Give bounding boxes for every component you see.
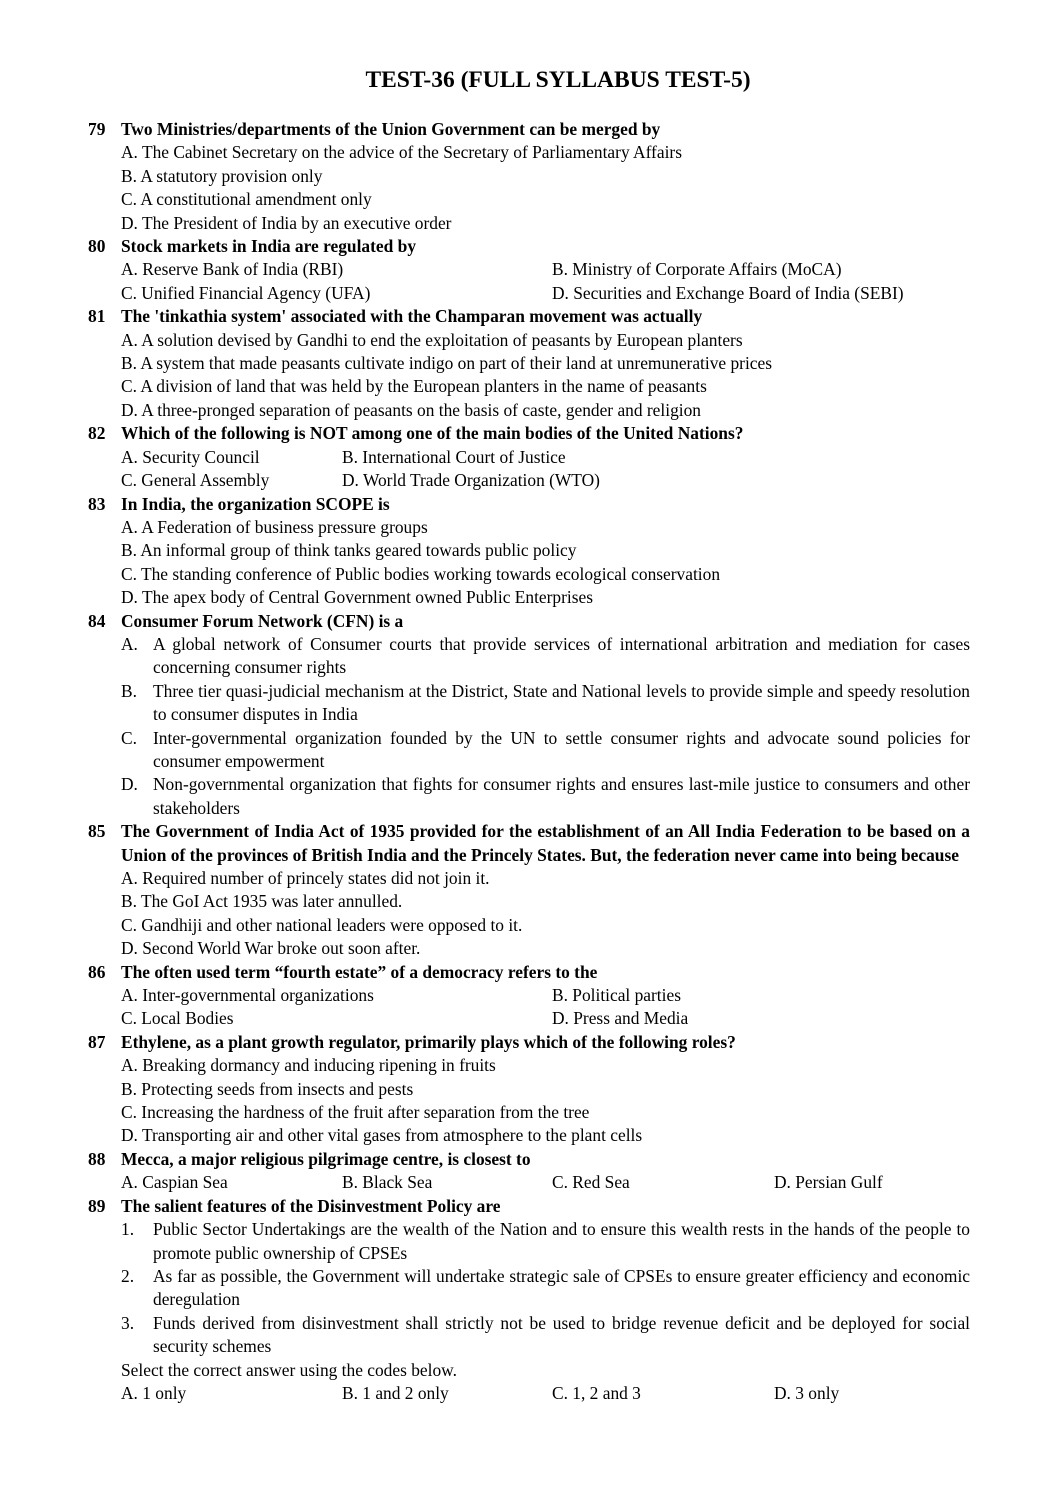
question-85 [88,820,970,867]
option-b: B. International Court of Justice [342,446,566,467]
question-80 [88,235,970,258]
question-86 [88,961,970,984]
option-a: A. Security Council [121,446,260,467]
question-number: 82 [88,423,106,444]
statement-label: 1. [121,1219,135,1240]
option-c: C. Red Sea [552,1172,630,1193]
option-b: B. Black Sea [342,1172,433,1193]
question-number: 84 [88,610,106,631]
option-b: B. An informal group of think tanks geared towards public policy [121,540,577,561]
question-text: In India, the organization SCOPE is [121,493,390,514]
option-d: D. Securities and Exchange Board of India (SEBI) [552,282,904,303]
question-text: Stock markets in India are regulated by [121,236,417,257]
option-a: A. Breaking dormancy and inducing ripening in fruits [121,1055,496,1076]
option-d: D. The President of India by an executive order [121,212,452,233]
option-a: A. Caspian Sea [121,1172,228,1193]
option-a: A. A solution devised by Gandhi to end the exploitation of peasants by European planters [121,329,743,350]
options-81 [88,329,970,423]
option-text: A global network of Consumer courts that provide services of international arbitration and mediation for cases concerning consumer rights [153,633,970,678]
option-d: D. Press and Media [552,1008,689,1029]
option-label: D. [121,774,138,795]
option-d: D. Transporting air and other vital gases from atmosphere to the plant cells [121,1125,643,1146]
option-c [121,727,970,774]
options-83 [88,516,970,610]
question-number: 85 [88,821,106,842]
statement-text: Funds derived from disinvestment shall strictly not be used to bridge revenue deficit and be deployed for social security schemes [153,1312,970,1357]
question-text: Consumer Forum Network (CFN) is a [121,610,404,631]
option-b [121,680,970,727]
page-title: TEST-36 (FULL SYLLABUS TEST-5) [365,67,751,93]
options-85 [88,867,970,961]
option-d: D. World Trade Organization (WTO) [342,470,600,491]
option-c: C. 1, 2 and 3 [552,1382,641,1403]
option-b: B. Political parties [552,985,681,1006]
option-d: D. A three-pronged separation of peasants on the basis of caste, gender and religion [121,399,701,420]
option-a: A. The Cabinet Secretary on the advice of the Secretary of Parliamentary Affairs [121,142,682,163]
options-86 [88,984,970,1031]
option-a: A. A Federation of business pressure groups [121,516,428,537]
question-89 [88,1195,970,1218]
option-d: D. 3 only [774,1382,840,1403]
option-a [121,633,970,680]
option-c: C. Unified Financial Agency (UFA) [121,282,371,303]
question-83 [88,493,970,516]
options-82 [88,446,970,493]
question-number: 81 [88,306,106,327]
statement-2 [121,1265,970,1312]
option-d: D. Persian Gulf [774,1172,883,1193]
question-number: 79 [88,119,106,139]
instruction: Select the correct answer using the codes below. [121,1359,457,1380]
option-c: C. Gandhiji and other national leaders were opposed to it. [121,914,523,935]
option-a: A. Reserve Bank of India (RBI) [121,259,344,280]
question-79 [88,118,970,141]
option-a: A. Required number of princely states did not join it. [121,868,490,888]
option-label: B. [121,680,137,701]
option-c: C. Increasing the hardness of the fruit after separation from the tree [121,1102,590,1123]
option-c: C. A division of land that was held by the European planters in the name of peasants [121,376,707,397]
question-82 [88,422,970,445]
question-text: The salient features of the Disinvestment Policy are [121,1195,501,1216]
options-79 [88,141,970,235]
option-b: B. Protecting seeds from insects and pests [121,1078,414,1099]
option-c: C. General Assembly [121,470,270,491]
options-89 [88,1218,970,1405]
question-text: Two Ministries/departments of the Union Government can be merged by [121,119,661,139]
question-number: 87 [88,1031,106,1052]
question-84 [88,610,970,633]
options-88 [88,1171,970,1194]
option-b: B. A statutory provision only [121,165,323,186]
option-a: A. 1 only [121,1382,187,1403]
question-88 [88,1148,970,1171]
question-number: 88 [88,1148,106,1169]
question-number: 89 [88,1195,106,1216]
question-text: The often used term “fourth estate” of a democracy refers to the [121,961,598,982]
option-text: Inter-governmental organization founded by the UN to settle consumer rights and advocate sound policies for consumer empowerment [153,727,970,771]
option-b: B. The GoI Act 1935 was later annulled. [121,891,403,912]
question-text: Mecca, a major religious pilgrimage centre, is closest to [121,1148,531,1169]
question-number: 83 [88,493,106,514]
option-a: A. Inter-governmental organizations [121,985,374,1006]
option-text: Three tier quasi-judicial mechanism at the District, State and National levels to provide simple and speedy resolution to consumer disputes in India [153,680,970,725]
option-c: C. Local Bodies [121,1008,234,1029]
option-c: C. A constitutional amendment only [121,189,372,210]
question-text: The 'tinkathia system' associated with the Champaran movement was actually [121,306,703,327]
option-label: A. [121,633,138,654]
options-84 [88,633,970,820]
option-d [121,773,970,820]
question-number: 86 [88,961,106,982]
statement-text: Public Sector Undertakings are the wealth of the Nation and to ensure this wealth rests in the hands of the people to promote public ownership of CPSEs [153,1219,970,1263]
option-b: B. Ministry of Corporate Affairs (MoCA) [552,259,842,280]
statement-3 [121,1312,970,1359]
question-87 [88,1031,970,1054]
option-text: Non-governmental organization that fights for consumer rights and ensures last-mile justice to consumers and other stakeholders [153,774,970,818]
options-87 [88,1054,970,1148]
question-number: 80 [88,236,106,257]
statement-label: 2. [121,1265,135,1286]
option-label: C. [121,727,137,748]
question-text: Ethylene, as a plant growth regulator, primarily plays which of the following roles? [121,1031,736,1052]
question-text: Which of the following is NOT among one of the main bodies of the United Nations? [121,423,744,444]
option-b: B. A system that made peasants cultivate indigo on part of their land at unremunerative prices [121,353,773,374]
question-text: The Government of India Act of 1935 provided for the establishment of an All India Federation to be based on a Union of the provinces of British India and the Princely States. But, the federation never came into being because [121,821,970,865]
question-81 [88,305,970,328]
option-b: B. 1 and 2 only [342,1382,449,1403]
statement-label: 3. [121,1312,135,1333]
option-d: D. The apex body of Central Government owned Public Enterprises [121,587,594,608]
statement-1 [121,1218,970,1265]
option-c: C. The standing conference of Public bodies working towards ecological conservation [121,563,721,584]
option-d: D. Second World War broke out soon after. [121,938,421,959]
options-80 [88,258,970,305]
statement-text: As far as possible, the Government will undertake strategic sale of CPSEs to ensure greater efficiency and economic deregulation [153,1265,970,1310]
